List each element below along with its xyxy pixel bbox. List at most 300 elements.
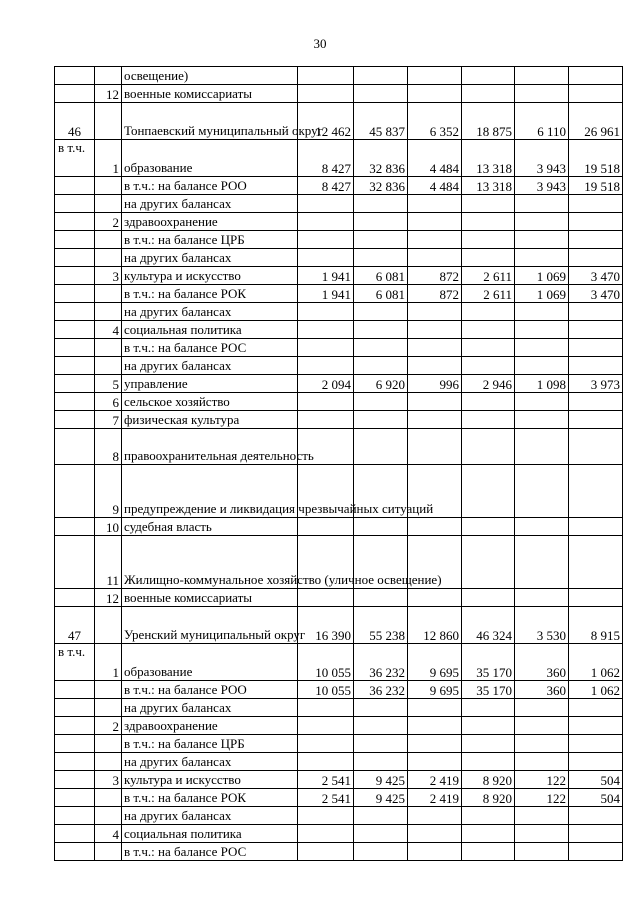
page-number: 30 [313, 36, 327, 51]
table-row [55, 303, 623, 321]
value-cell [298, 735, 354, 753]
value-cell: 2 611 [462, 267, 515, 285]
value-cell [515, 67, 569, 85]
value-cell: 3 530 [515, 607, 569, 644]
value-cell: 13 318 [462, 140, 515, 177]
value-cell [408, 735, 462, 753]
item-name-cell: в т.ч.: на балансе РОК [122, 789, 298, 807]
value-cell [408, 213, 462, 231]
item-name-cell: Тонпаевский муниципальный округ [122, 103, 298, 140]
item-number-cell: 7 [95, 411, 122, 429]
value-cell: 9 695 [408, 644, 462, 681]
value-cell: 32 836 [354, 177, 408, 195]
value-cell: 504 [569, 771, 623, 789]
item-name-cell: на других балансах [122, 807, 298, 825]
table-row [55, 140, 623, 177]
value-cell: 1 941 [298, 267, 354, 285]
item-number-cell [95, 789, 122, 807]
table-row [55, 843, 623, 861]
table-row [55, 321, 623, 339]
value-cell [569, 231, 623, 249]
table-row [55, 681, 623, 699]
value-cell [408, 753, 462, 771]
item-name-cell: на других балансах [122, 699, 298, 717]
row-number-cell: в т.ч. [55, 140, 95, 177]
value-cell [298, 699, 354, 717]
value-cell [462, 393, 515, 411]
value-cell [569, 429, 623, 465]
value-cell [569, 807, 623, 825]
value-cell [462, 195, 515, 213]
item-number-cell: 6 [95, 393, 122, 411]
table-row [55, 213, 623, 231]
table-row [55, 465, 623, 518]
value-cell [569, 699, 623, 717]
value-cell: 872 [408, 267, 462, 285]
value-cell [462, 807, 515, 825]
value-cell: 6 110 [515, 103, 569, 140]
value-cell [462, 429, 515, 465]
value-cell [462, 357, 515, 375]
value-cell: 13 318 [462, 177, 515, 195]
row-number-cell [55, 411, 95, 429]
table-row [55, 771, 623, 789]
value-cell [462, 717, 515, 735]
table-row [55, 195, 623, 213]
value-cell [569, 321, 623, 339]
value-cell [462, 231, 515, 249]
value-cell: 6 081 [354, 267, 408, 285]
row-number-cell [55, 771, 95, 789]
table-row [55, 825, 623, 843]
value-cell: 8 915 [569, 607, 623, 644]
item-number-cell [95, 607, 122, 644]
item-number-cell: 4 [95, 825, 122, 843]
value-cell [462, 735, 515, 753]
item-number-cell [95, 699, 122, 717]
value-cell [515, 303, 569, 321]
value-cell [462, 411, 515, 429]
value-cell [569, 735, 623, 753]
table-row [55, 393, 623, 411]
table-row [55, 357, 623, 375]
value-cell: 9 425 [354, 789, 408, 807]
value-cell: 8 920 [462, 771, 515, 789]
value-cell: 996 [408, 375, 462, 393]
value-cell [354, 411, 408, 429]
value-cell [462, 589, 515, 607]
value-cell: 122 [515, 771, 569, 789]
row-number-cell [55, 681, 95, 699]
value-cell [408, 67, 462, 85]
value-cell [462, 85, 515, 103]
budget-table [54, 66, 623, 861]
item-number-cell [95, 357, 122, 375]
value-cell [298, 393, 354, 411]
value-cell [298, 85, 354, 103]
table-row [55, 339, 623, 357]
item-number-cell: 9 [95, 465, 122, 518]
table-row [55, 807, 623, 825]
value-cell: 35 170 [462, 681, 515, 699]
row-number-cell [55, 843, 95, 861]
value-cell [515, 699, 569, 717]
value-cell [298, 843, 354, 861]
value-cell [298, 807, 354, 825]
value-cell [298, 518, 354, 536]
value-cell: 3 470 [569, 285, 623, 303]
value-cell [569, 589, 623, 607]
item-name-cell: культура и искусство [122, 267, 298, 285]
value-cell [354, 699, 408, 717]
value-cell: 360 [515, 681, 569, 699]
value-cell: 504 [569, 789, 623, 807]
value-cell: 9 425 [354, 771, 408, 789]
value-cell [462, 249, 515, 267]
item-name-cell: судебная власть [122, 518, 298, 536]
value-cell [462, 67, 515, 85]
item-number-cell: 1 [95, 140, 122, 177]
value-cell [569, 339, 623, 357]
value-cell: 18 875 [462, 103, 515, 140]
value-cell: 2 094 [298, 375, 354, 393]
value-cell [354, 213, 408, 231]
value-cell: 12 462 [298, 103, 354, 140]
value-cell: 1 069 [515, 267, 569, 285]
item-name-cell: здравоохранение [122, 213, 298, 231]
value-cell: 3 470 [569, 267, 623, 285]
item-name-cell: на других балансах [122, 249, 298, 267]
value-cell [515, 825, 569, 843]
table-row [55, 789, 623, 807]
item-name-cell: в т.ч.: на балансе РОС [122, 843, 298, 861]
item-name-cell: здравоохранение [122, 717, 298, 735]
value-cell [569, 465, 623, 518]
value-cell: 6 352 [408, 103, 462, 140]
item-name-cell: военные комиссариаты [122, 85, 298, 103]
value-cell [408, 339, 462, 357]
value-cell: 36 232 [354, 644, 408, 681]
table-row [55, 644, 623, 681]
row-number-cell [55, 699, 95, 717]
value-cell [298, 339, 354, 357]
value-cell [354, 339, 408, 357]
value-cell [354, 85, 408, 103]
item-number-cell: 8 [95, 429, 122, 465]
row-number-cell [55, 67, 95, 85]
table-row [55, 699, 623, 717]
value-cell: 2 541 [298, 771, 354, 789]
value-cell [569, 717, 623, 735]
value-cell [515, 717, 569, 735]
row-number-cell [55, 85, 95, 103]
value-cell: 32 836 [354, 140, 408, 177]
value-cell: 2 541 [298, 789, 354, 807]
value-cell [408, 518, 462, 536]
value-cell [462, 843, 515, 861]
row-number-cell [55, 717, 95, 735]
value-cell: 3 943 [515, 140, 569, 177]
value-cell [298, 589, 354, 607]
value-cell [354, 321, 408, 339]
item-number-cell [95, 753, 122, 771]
value-cell [515, 321, 569, 339]
table-row [55, 589, 623, 607]
row-number-cell [55, 231, 95, 249]
table-row [55, 85, 623, 103]
value-cell: 46 324 [462, 607, 515, 644]
item-name-cell: на других балансах [122, 753, 298, 771]
value-cell [408, 717, 462, 735]
item-name-cell: сельское хозяйство [122, 393, 298, 411]
row-number-cell: 47 [55, 607, 95, 644]
value-cell [569, 393, 623, 411]
item-name-cell: правоохранительная деятельность [122, 429, 298, 465]
item-name-cell: Жилищно-коммунальное хозяйство (уличное освещение) [122, 536, 298, 589]
value-cell [515, 393, 569, 411]
item-number-cell: 5 [95, 375, 122, 393]
value-cell [298, 67, 354, 85]
value-cell [569, 85, 623, 103]
row-number-cell [55, 195, 95, 213]
table-row [55, 518, 623, 536]
value-cell: 19 518 [569, 140, 623, 177]
item-name-cell: Уренский муниципальный округ [122, 607, 298, 644]
value-cell [462, 825, 515, 843]
value-cell [515, 843, 569, 861]
table-row [55, 735, 623, 753]
value-cell [515, 465, 569, 518]
value-cell: 3 973 [569, 375, 623, 393]
value-cell [408, 429, 462, 465]
item-name-cell: освещение) [122, 67, 298, 85]
value-cell [515, 213, 569, 231]
item-name-cell: предупреждение и ликвидация чрезвычайных ситуаций [122, 465, 298, 518]
value-cell [354, 589, 408, 607]
item-name-cell: социальная политика [122, 825, 298, 843]
item-name-cell: культура и искусство [122, 771, 298, 789]
value-cell [462, 339, 515, 357]
table-row [55, 429, 623, 465]
value-cell [462, 699, 515, 717]
item-number-cell: 4 [95, 321, 122, 339]
row-number-cell [55, 825, 95, 843]
value-cell [408, 843, 462, 861]
value-cell [354, 807, 408, 825]
value-cell: 10 055 [298, 644, 354, 681]
item-number-cell [95, 249, 122, 267]
value-cell [569, 303, 623, 321]
row-number-cell [55, 735, 95, 753]
value-cell [569, 518, 623, 536]
value-cell [569, 825, 623, 843]
value-cell [515, 429, 569, 465]
row-number-cell [55, 339, 95, 357]
value-cell [354, 231, 408, 249]
value-cell [569, 213, 623, 231]
item-number-cell [95, 339, 122, 357]
value-cell: 55 238 [354, 607, 408, 644]
item-name-cell: в т.ч.: на балансе РОО [122, 177, 298, 195]
value-cell [462, 303, 515, 321]
value-cell [298, 195, 354, 213]
row-number-cell [55, 518, 95, 536]
item-name-cell: управление [122, 375, 298, 393]
value-cell: 1 069 [515, 285, 569, 303]
item-number-cell [95, 735, 122, 753]
item-name-cell: на других балансах [122, 195, 298, 213]
value-cell: 45 837 [354, 103, 408, 140]
value-cell [298, 717, 354, 735]
item-number-cell [95, 807, 122, 825]
value-cell [408, 303, 462, 321]
value-cell [569, 67, 623, 85]
value-cell: 19 518 [569, 177, 623, 195]
value-cell: 8 427 [298, 177, 354, 195]
value-cell [354, 825, 408, 843]
item-name-cell: военные комиссариаты [122, 589, 298, 607]
value-cell: 360 [515, 644, 569, 681]
item-number-cell [95, 177, 122, 195]
value-cell: 122 [515, 789, 569, 807]
value-cell: 4 484 [408, 140, 462, 177]
value-cell: 8 920 [462, 789, 515, 807]
value-cell [569, 753, 623, 771]
item-number-cell: 11 [95, 536, 122, 589]
value-cell [569, 357, 623, 375]
value-cell [354, 249, 408, 267]
item-name-cell: на других балансах [122, 357, 298, 375]
table-row [55, 267, 623, 285]
item-number-cell: 10 [95, 518, 122, 536]
item-name-cell: в т.ч.: на балансе РОО [122, 681, 298, 699]
item-name-cell: на других балансах [122, 303, 298, 321]
row-number-cell [55, 267, 95, 285]
value-cell [462, 518, 515, 536]
row-number-cell [55, 589, 95, 607]
value-cell [408, 411, 462, 429]
value-cell [354, 303, 408, 321]
value-cell [569, 536, 623, 589]
value-cell: 3 943 [515, 177, 569, 195]
value-cell: 9 695 [408, 681, 462, 699]
row-number-cell [55, 393, 95, 411]
item-name-cell: физическая культура [122, 411, 298, 429]
row-number-cell [55, 357, 95, 375]
value-cell: 4 484 [408, 177, 462, 195]
value-cell: 1 062 [569, 644, 623, 681]
value-cell [515, 753, 569, 771]
value-cell: 1 062 [569, 681, 623, 699]
value-cell: 6 081 [354, 285, 408, 303]
value-cell: 1 941 [298, 285, 354, 303]
value-cell [515, 411, 569, 429]
value-cell: 6 920 [354, 375, 408, 393]
item-name-cell: в т.ч.: на балансе ЦРБ [122, 231, 298, 249]
value-cell [515, 807, 569, 825]
value-cell [298, 411, 354, 429]
item-number-cell [95, 681, 122, 699]
table-row [55, 231, 623, 249]
value-cell [515, 339, 569, 357]
value-cell [298, 357, 354, 375]
value-cell [462, 321, 515, 339]
value-cell [569, 843, 623, 861]
item-name-cell: образование [122, 644, 298, 681]
item-number-cell [95, 303, 122, 321]
value-cell [408, 699, 462, 717]
table-row [55, 536, 623, 589]
item-number-cell: 2 [95, 717, 122, 735]
value-cell [354, 393, 408, 411]
row-number-cell: в т.ч. [55, 644, 95, 681]
row-number-cell: 46 [55, 103, 95, 140]
row-number-cell [55, 213, 95, 231]
row-number-cell [55, 285, 95, 303]
value-cell [354, 429, 408, 465]
item-name-cell: образование [122, 140, 298, 177]
value-cell: 872 [408, 285, 462, 303]
item-number-cell: 1 [95, 644, 122, 681]
table-row [55, 67, 623, 85]
value-cell [462, 213, 515, 231]
value-cell: 26 961 [569, 103, 623, 140]
value-cell: 2 611 [462, 285, 515, 303]
table-row [55, 249, 623, 267]
row-number-cell [55, 536, 95, 589]
item-number-cell: 12 [95, 85, 122, 103]
item-number-cell: 12 [95, 589, 122, 607]
item-number-cell [95, 285, 122, 303]
value-cell: 35 170 [462, 644, 515, 681]
item-name-cell: в т.ч.: на балансе РОС [122, 339, 298, 357]
row-number-cell [55, 753, 95, 771]
value-cell: 16 390 [298, 607, 354, 644]
value-cell [354, 843, 408, 861]
value-cell [515, 735, 569, 753]
value-cell [515, 536, 569, 589]
item-name-cell: социальная политика [122, 321, 298, 339]
row-number-cell [55, 465, 95, 518]
row-number-cell [55, 429, 95, 465]
row-number-cell [55, 249, 95, 267]
value-cell [515, 249, 569, 267]
item-number-cell: 3 [95, 267, 122, 285]
value-cell [354, 518, 408, 536]
value-cell [462, 753, 515, 771]
value-cell [408, 807, 462, 825]
value-cell: 12 860 [408, 607, 462, 644]
value-cell [354, 195, 408, 213]
item-number-cell [95, 195, 122, 213]
value-cell [354, 67, 408, 85]
item-number-cell [95, 231, 122, 249]
value-cell: 2 946 [462, 375, 515, 393]
value-cell [408, 321, 462, 339]
value-cell: 8 427 [298, 140, 354, 177]
value-cell [569, 411, 623, 429]
value-cell [298, 231, 354, 249]
value-cell [408, 825, 462, 843]
value-cell [408, 231, 462, 249]
table-row [55, 411, 623, 429]
row-number-cell [55, 321, 95, 339]
table-row [55, 285, 623, 303]
value-cell [462, 536, 515, 589]
value-cell [569, 195, 623, 213]
row-number-cell [55, 789, 95, 807]
table-row [55, 753, 623, 771]
